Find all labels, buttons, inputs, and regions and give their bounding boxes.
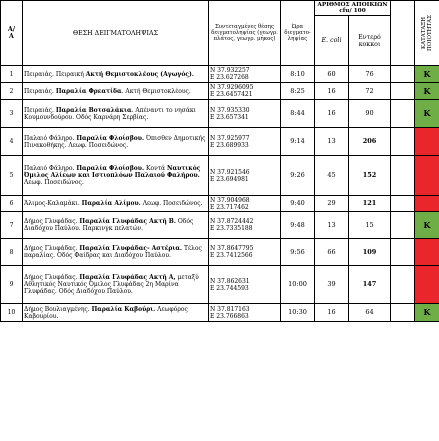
location-text: . Ακτή Θεμιστοκλέους. [121,87,191,95]
latitude: N 37.904968 [210,196,250,204]
longitude: E 23.694981 [210,175,249,183]
row-time: 9:26 [281,156,315,196]
row-ecoli: 13 [315,212,349,239]
table-row [1,266,439,304]
location-name-bold: Παραλία Γλυφάδας Ακτή Α, [79,274,176,281]
row-location [23,239,209,266]
row-number: 10 [1,304,23,322]
row-classification [415,266,439,304]
header-aa: Α/ Α [1,1,23,66]
location-text: Οδός Διαδόχου Παύλου. Παρκινγκ πελατών. [24,218,194,232]
header-time: Ώρα διεγματο- ληψίας [281,1,315,66]
row-time: 10:00 [281,266,315,304]
row-time: 9:40 [281,196,315,212]
row-spacer [391,156,415,196]
row-enterococci: 64 [349,304,391,322]
longitude: E 23.627268 [210,74,249,81]
location-name-bold: Ναυτικός Όμιλος Αλίεων και Ιστιοπλόων Παλαιού Φαλήρου. [24,165,201,179]
row-spacer [391,239,415,266]
location-text: Δήμος Γλυφάδας. [24,218,80,225]
row-number: 6 [1,196,23,212]
row-spacer [391,304,415,322]
table-row [1,83,439,100]
header-colony-count: ΑΡΙΘΜΟΣ ΑΠΟΙΚΙΩΝ cfu/ 100 [315,1,391,16]
row-number: 3 [1,100,23,128]
table-row [1,212,439,239]
table-body [1,66,439,322]
location-text: Λεωφ. Ποσειδώνος. [24,179,84,186]
row-ecoli: 29 [315,196,349,212]
location-text: Πειραιάς. [24,87,56,95]
row-coordinates [209,66,281,83]
location-text: Τέλος παραλίας. Οδός Φαίδρας και Διαδόχου Παύλου. [24,245,202,259]
row-coordinates [209,266,281,304]
row-spacer [391,196,415,212]
table-row [1,100,439,128]
latitude: N 37.921546 [210,168,250,176]
location-text: Κοντά [144,165,167,172]
row-ecoli: 60 [315,66,349,83]
location-text: Λεωφ. Ποσειδώνος. [140,200,203,207]
row-number: 1 [1,66,23,83]
row-location [23,304,209,322]
row-enterococci: 147 [349,266,391,304]
location-text: Πειραιάς. [24,106,56,114]
location-text: Όπισθεν Δημοτικής Πινακοθήκης. Λεωφ. Ποσειδώνος. [24,134,206,149]
table-row [1,196,439,212]
table-row [1,156,439,196]
row-number: 2 [1,83,23,100]
row-spacer [391,83,415,100]
longitude: E 23.766863 [210,312,249,320]
row-ecoli: 16 [315,304,349,322]
table-row [1,66,439,83]
row-enterococci: 121 [349,196,391,212]
latitude: N 37.862631 [210,277,250,285]
row-location [23,66,209,83]
row-classification: K [415,83,439,100]
longitude: E 23.744593 [210,284,249,292]
row-time: 8:10 [281,66,315,83]
row-location [23,100,209,128]
row-classification: K [415,212,439,239]
row-location [23,266,209,304]
location-name-bold: Παραλία Φρεατίδα [55,87,122,95]
row-coordinates [209,156,281,196]
longitude: E 23.717462 [210,203,249,211]
row-location [23,196,209,212]
row-enterococci: 206 [349,128,391,156]
latitude: N 37.925977 [210,134,250,142]
row-location [23,128,209,156]
location-text: Παλαιό Φάληρο. [24,134,77,142]
row-spacer [391,212,415,239]
location-name-bold: Παραλία Γλυφάδας- Αστέρια. [79,245,183,252]
row-time: 10:30 [281,304,315,322]
location-text: μεταξύ Αθλητικός Ναυτικός Όμιλος Γλυφάδας 2η Μαρίνα Γλυφάδας. Οδός Διαδόχου Παύλου. [24,274,199,295]
row-enterococci: 76 [349,66,391,83]
longitude: E 23.689933 [210,141,249,149]
row-classification: K [415,304,439,322]
table-row [1,239,439,266]
header-coordinates: Συντεταγμένες θέσης δειγματοληψίας (γεωγρ. πλάτος, γεωγρ. μήκος) [209,1,281,66]
row-number: 7 [1,212,23,239]
latitude: N 37.8724442 [210,218,254,225]
row-spacer [391,266,415,304]
row-classification [415,239,439,266]
row-time: 9:56 [281,239,315,266]
row-coordinates [209,212,281,239]
longitude: E 23.657341 [210,113,249,121]
header-classification [415,1,439,66]
row-classification [415,156,439,196]
row-coordinates [209,196,281,212]
latitude: N 37.9296095 [210,84,254,91]
location-name-bold: Ακτή Θεμιστοκλέους (Αγωγός). [85,70,194,78]
row-ecoli: 13 [315,128,349,156]
row-classification: K [415,66,439,83]
longitude: E 23.7335188 [210,225,253,232]
row-spacer [391,66,415,83]
row-ecoli: 39 [315,266,349,304]
location-text: . Απέναντι το νησάκι Κουμουνδούρου. Οδός Καρνάρη Σερβίας. [24,106,197,121]
row-number: 9 [1,266,23,304]
header-classification-label: ΚΑΤΑΤΑΞΗ ΠΟΙΟΤΗΤΑΣ [421,15,434,51]
row-location [23,156,209,196]
location-name-bold: Παραλία Αλίμου. [81,200,141,207]
location-text: Δήμος Γλυφάδας. [24,274,80,281]
row-time: 9:14 [281,128,315,156]
header-location: ΘΕΣΗ ΔΕΙΓΜΑΤΟΛΗΨΙΑΣ [23,1,209,66]
row-time: 8:44 [281,100,315,128]
location-text: Δήμος Βουλιαγμένης. [24,305,92,313]
location-text: Παλαιό Φάληρο. [24,165,77,172]
location-name-bold: Παραλία Φλοίσβου. [76,134,145,142]
latitude: N 37.932257 [210,67,250,74]
row-classification [415,128,439,156]
table-row [1,304,439,322]
row-ecoli: 45 [315,156,349,196]
row-spacer [391,100,415,128]
row-spacer [391,128,415,156]
longitude: E 23.7412566 [210,252,253,259]
row-classification [415,196,439,212]
location-text: Λεωφόρος Καβουρίου. [24,305,188,320]
row-coordinates [209,128,281,156]
longitude: E 23.6457421 [210,91,253,98]
location-name-bold: Παραλία Φλοίσβου. [76,165,145,172]
row-ecoli: 16 [315,100,349,128]
row-time: 8:25 [281,83,315,100]
location-name-bold: Παραλία Γλυφάδας Ακτή Β. [79,218,176,225]
row-time: 9:48 [281,212,315,239]
location-text: Πειραιάς. Πειραική [24,70,86,78]
header-enterococci: Εντερό κοκκοι [349,16,391,66]
header-spacer [391,1,415,66]
row-number: 8 [1,239,23,266]
row-enterococci: 109 [349,239,391,266]
row-coordinates [209,304,281,322]
row-location [23,83,209,100]
location-text: Δήμος Γλυφάδας. [24,245,80,252]
latitude: N 37.8647795 [210,245,254,252]
latitude: N 37.935330 [210,106,250,114]
table-row [1,128,439,156]
row-coordinates [209,83,281,100]
row-enterococci: 72 [349,83,391,100]
header-row-top [1,1,439,16]
row-enterococci: 152 [349,156,391,196]
row-ecoli: 66 [315,239,349,266]
row-ecoli: 16 [315,83,349,100]
location-name-bold: Παραλία Καβούρι. [91,305,156,313]
row-location [23,212,209,239]
row-coordinates [209,239,281,266]
latitude: N 37.817163 [210,305,250,313]
location-text: Άλιμος-Καλαμάκι. [24,200,82,207]
header-ecoli: E. coli [315,16,349,66]
row-classification: K [415,100,439,128]
row-number: 4 [1,128,23,156]
row-coordinates [209,100,281,128]
location-name-bold: Παραλία Βοτσαλάκια [55,106,132,114]
row-number: 5 [1,156,23,196]
row-enterococci: 90 [349,100,391,128]
row-enterococci: 15 [349,212,391,239]
